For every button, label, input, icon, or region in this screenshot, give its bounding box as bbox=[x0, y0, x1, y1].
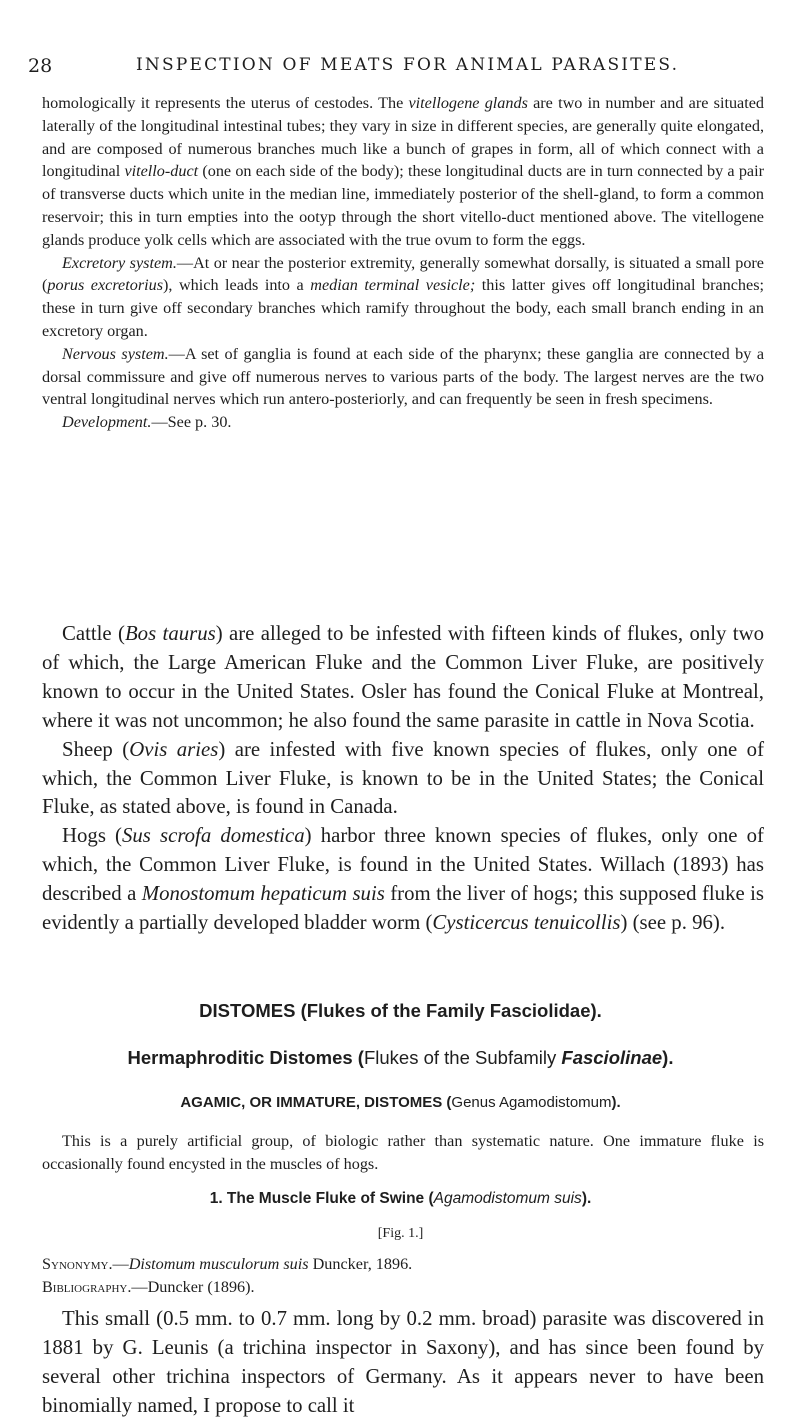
heading-agamic-distomes: AGAMIC, OR IMMATURE, DISTOMES (Genus Agamodistomum). bbox=[180, 1094, 621, 1111]
heading-muscle-fluke: 1. The Muscle Fluke of Swine (Agamodistomum suis). bbox=[209, 1190, 592, 1207]
paragraph-excretory-system: Excretory system.—At or near the posterior extremity, generally somewhat dorsally, is situated a small pore (porus excretorius), which leads into a median terminal vesicle; this latter gives off longitudinal branches; these in turn give off secondary branches which ramify throughout the body, each small branch ending in an excretory organ. bbox=[42, 253, 765, 340]
paragraph-artificial-group: This is a purely artificial group, of biologic rather than systematic nature. One immature fluke is occasionally found encysted in the muscles of hogs. bbox=[42, 1132, 764, 1173]
paragraph-muscle-fluke-wrap bbox=[42, 1305, 764, 1421]
heading-distomes: DISTOMES (Flukes of the Family Fasciolidae). bbox=[199, 1000, 602, 1021]
page-number: 28 bbox=[28, 55, 53, 77]
heading-hermaphroditic-distomes: Hermaphroditic Distomes (Flukes of the Subfamily Fasciolinae). bbox=[127, 1047, 674, 1068]
paragraph-cattle: Cattle (Bos taurus) are alleged to be infested with fifteen kinds of flukes, only two of which, the Large American Fluke and the Common Liver Fluke, are positively known to occur in the United States. Osler has found the Conical Fluke at Montreal, where it was not uncommon; he also found the same parasite in cattle in Nova Scotia. bbox=[42, 622, 764, 732]
paragraph-development: Development.—See p. 30. bbox=[62, 413, 232, 432]
bibliography-line: Bibliography.—Duncker (1896). bbox=[42, 1277, 255, 1296]
paragraph-sheep: Sheep (Ovis aries) are infested with five known species of flukes, only one of which, the Common Liver Fluke, is known to be in the United States; the Conical Fluke, as stated above, is found in Canada. bbox=[42, 737, 764, 819]
paragraph-vitellogene: homologically it represents the uterus of cestodes. The vitellogene glands are two in number and are situated laterally of the longitudinal intestinal tubes; they vary in size in different species, are generally quite elongated, and are composed of numerous branches much like a bunch of grapes in form, all of which connect with a longitudinal vitello-duct (one on each side of the body); these longitudinal ducts are in turn connected by a pair of transverse ducts which unite in the median line, immediately posterior of the shell-gland, to form a common reservoir; this in turn empties into the ootyp through the short vitello-duct mentioned above. The vitellogene glands produce yolk cells which are associated with the true ovum to form the eggs. bbox=[42, 94, 764, 249]
synonymy-block bbox=[42, 1253, 764, 1299]
synonymy-line: Synonymy.—Distomum musculorum suis Duncker, 1896. bbox=[42, 1255, 413, 1273]
paragraph-artificial-group-wrap bbox=[42, 1130, 764, 1176]
running-title: INSPECTION OF MEATS FOR ANIMAL PARASITES. bbox=[136, 55, 680, 75]
small-type-section bbox=[42, 92, 764, 434]
large-type-section bbox=[42, 620, 764, 938]
paragraph-nervous-system: Nervous system.—A set of ganglia is found at each side of the pharynx; these ganglia are connected by a dorsal commissure and give off numerous nerves to various parts of the body. The largest nerves are the two ventral longitudinal nerves which run antero-posteriorly, and can frequently be seen in fresh specimens. bbox=[42, 344, 765, 409]
figure-reference: [Fig. 1.] bbox=[377, 1226, 424, 1241]
paragraph-hogs: Hogs (Sus scrofa domestica) harbor three known species of flukes, only one of which, the Common Liver Fluke, is found in the United States. Willach (1893) has described a Monostomum hepaticum suis from the liver of hogs; this supposed fluke is evidently a partially developed bladder worm (Cysticercus tenuicollis) (see p. 96). bbox=[42, 824, 764, 935]
paragraph-muscle-fluke: This small (0.5 mm. to 0.7 mm. long by 0.2 mm. broad) parasite was discovered in 1881 by G. Leunis (a trichina inspector in Saxony), and has since been found by several other trichina inspectors of Germany. As it appears never to have been binomially named, I propose to call it bbox=[42, 1307, 764, 1417]
